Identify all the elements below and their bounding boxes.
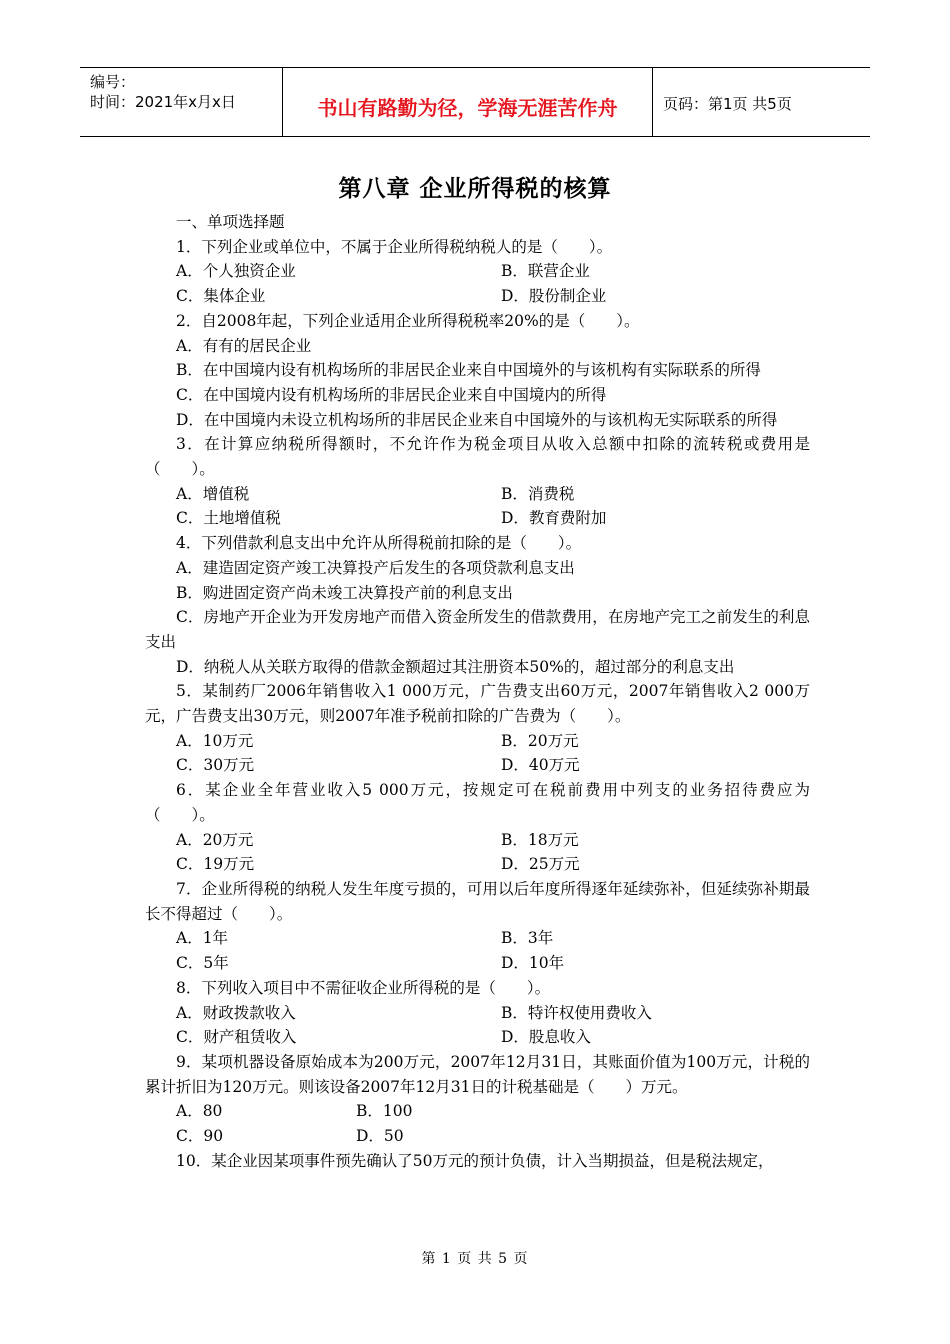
option: A．10万元 [176, 731, 254, 750]
page-info-cell [653, 68, 870, 136]
option: D．股份制企业 [501, 287, 607, 306]
option: C．90 [176, 1127, 224, 1146]
option: A．80 [176, 1102, 223, 1121]
option: B．3年 [501, 929, 554, 948]
question-3-stem: 3．在计算应纳税所得额时，不允许作为税金项目从收入总额中扣除的流转税或费用是（ ）。 [145, 435, 810, 479]
option: A．有有的居民企业 [176, 336, 312, 355]
header-info-cell [80, 68, 283, 136]
question-3-options-row-1 [145, 482, 810, 507]
question-7-options-row-2 [145, 951, 810, 976]
option: D．在中国境内未设立机构场所的非居民企业来自中国境外的与该机构无实际联系的所得 [176, 410, 778, 429]
question-10-stem: 10．某企业因某项事件预先确认了50万元的预计负债，计入当期损益，但是税法规定， [176, 1151, 774, 1170]
option: B．100 [356, 1102, 413, 1121]
header-table [80, 67, 870, 137]
question-1-stem: 1．下列企业或单位中，不属于企业所得税纳税人的是（ ）。 [176, 237, 613, 256]
option: C．房地产开企业为开发房地产而借入资金所发生的借款费用，在房地产完工之前发生的利息支出 [145, 608, 810, 651]
option: C．集体企业 [176, 287, 266, 306]
page-footer: 第 1 页 共 5 页 [421, 1251, 529, 1267]
question-7-options-row-1 [145, 926, 810, 951]
option: B．在中国境内设有机构场所的非居民企业来自中国境外的与该机构有实际联系的所得 [176, 361, 761, 380]
option: D．股息收入 [501, 1028, 591, 1047]
option: C．19万元 [176, 855, 255, 874]
option: C．5年 [176, 954, 229, 973]
section-heading: 一、单项选择题 [176, 213, 285, 231]
option: C．在中国境内设有机构场所的非居民企业来自中国境内的所得 [176, 385, 607, 404]
motto-cell [283, 68, 653, 136]
motto-text: 书山有路勤为径，学海无涯苦作舟 [317, 96, 618, 120]
option: A．建造固定资产竣工决算投产后发生的各项贷款利息支出 [176, 558, 575, 577]
option: C．财产租赁收入 [176, 1028, 297, 1047]
question-1-options-row-1 [145, 259, 810, 284]
option: C．土地增值税 [176, 509, 281, 528]
question-6-stem: 6．某企业全年营业收入5 000万元，按规定可在税前费用中列支的业务招待费应为（ ）。 [145, 781, 810, 824]
page-label: 页码：第1页 共5页 [663, 95, 792, 113]
question-8-options-row-1 [145, 1001, 810, 1026]
question-9-options-row-2 [145, 1124, 810, 1149]
question-9-options-row-1 [145, 1099, 810, 1124]
question-8-stem: 8．下列收入项目中不需征收企业所得税的是（ ）。 [176, 978, 551, 997]
question-6-options-row-1 [145, 828, 810, 853]
question-3-options-row-2 [145, 506, 810, 531]
question-2-stem: 2．自2008年起，下列企业适用企业所得税税率20%的是（ ）。 [176, 311, 640, 330]
option: A．20万元 [176, 830, 254, 849]
option: B．购进固定资产尚未竣工决算投产前的利息支出 [176, 583, 513, 602]
page-title: 第八章 企业所得税的核算 [338, 176, 612, 202]
question-9-stem: 9．某项机器设备原始成本为200万元，2007年12月31日，其账面价值为100万元，计税的累计折旧为120万元。则该设备2007年12月31日的计税基础是（ ）万元。 [145, 1052, 810, 1096]
option: D．教育费附加 [501, 509, 607, 528]
question-4-stem: 4．下列借款利息支出中允许从所得税前扣除的是（ ）。 [176, 534, 582, 553]
option: B．20万元 [501, 731, 579, 750]
question-6-options-row-2 [145, 852, 810, 877]
option: B．18万元 [501, 830, 579, 849]
option: D．纳税人从关联方取得的借款金额超过其注册资本50%的，超过部分的利息支出 [176, 657, 735, 676]
question-5-options-row-2 [145, 753, 810, 778]
option: A．增值税 [176, 484, 250, 503]
option: D．40万元 [501, 756, 580, 775]
option: A．财政拨款收入 [176, 1003, 296, 1022]
question-5-options-row-1 [145, 729, 810, 754]
document-body [145, 210, 810, 1173]
option: B．特许权使用费收入 [501, 1003, 652, 1022]
option: D．25万元 [501, 855, 580, 874]
option: A．1年 [176, 929, 229, 948]
question-1-options-row-2 [145, 284, 810, 309]
question-5-stem: 5．某制药厂2006年销售收入1 000万元，广告费支出60万元，2007年销售收入2 000万元，广告费支出30万元，则2007年准予税前扣除的广告费为（ ）。 [145, 682, 810, 726]
number-label: 编号： [90, 73, 136, 91]
option: D．10年 [501, 954, 565, 973]
time-label: 时间：2021年x月x日 [90, 93, 236, 111]
question-8-options-row-2 [145, 1025, 810, 1050]
question-7-stem: 7．企业所得税的纳税人发生年度亏损的，可用以后年度所得逐年延续弥补，但延续弥补期最长不得超过（ ）。 [145, 879, 810, 923]
option: B．联营企业 [501, 262, 590, 281]
option: D．50 [356, 1127, 404, 1146]
option: A．个人独资企业 [176, 262, 296, 281]
option: B．消费税 [501, 484, 575, 503]
option: C．30万元 [176, 756, 255, 775]
